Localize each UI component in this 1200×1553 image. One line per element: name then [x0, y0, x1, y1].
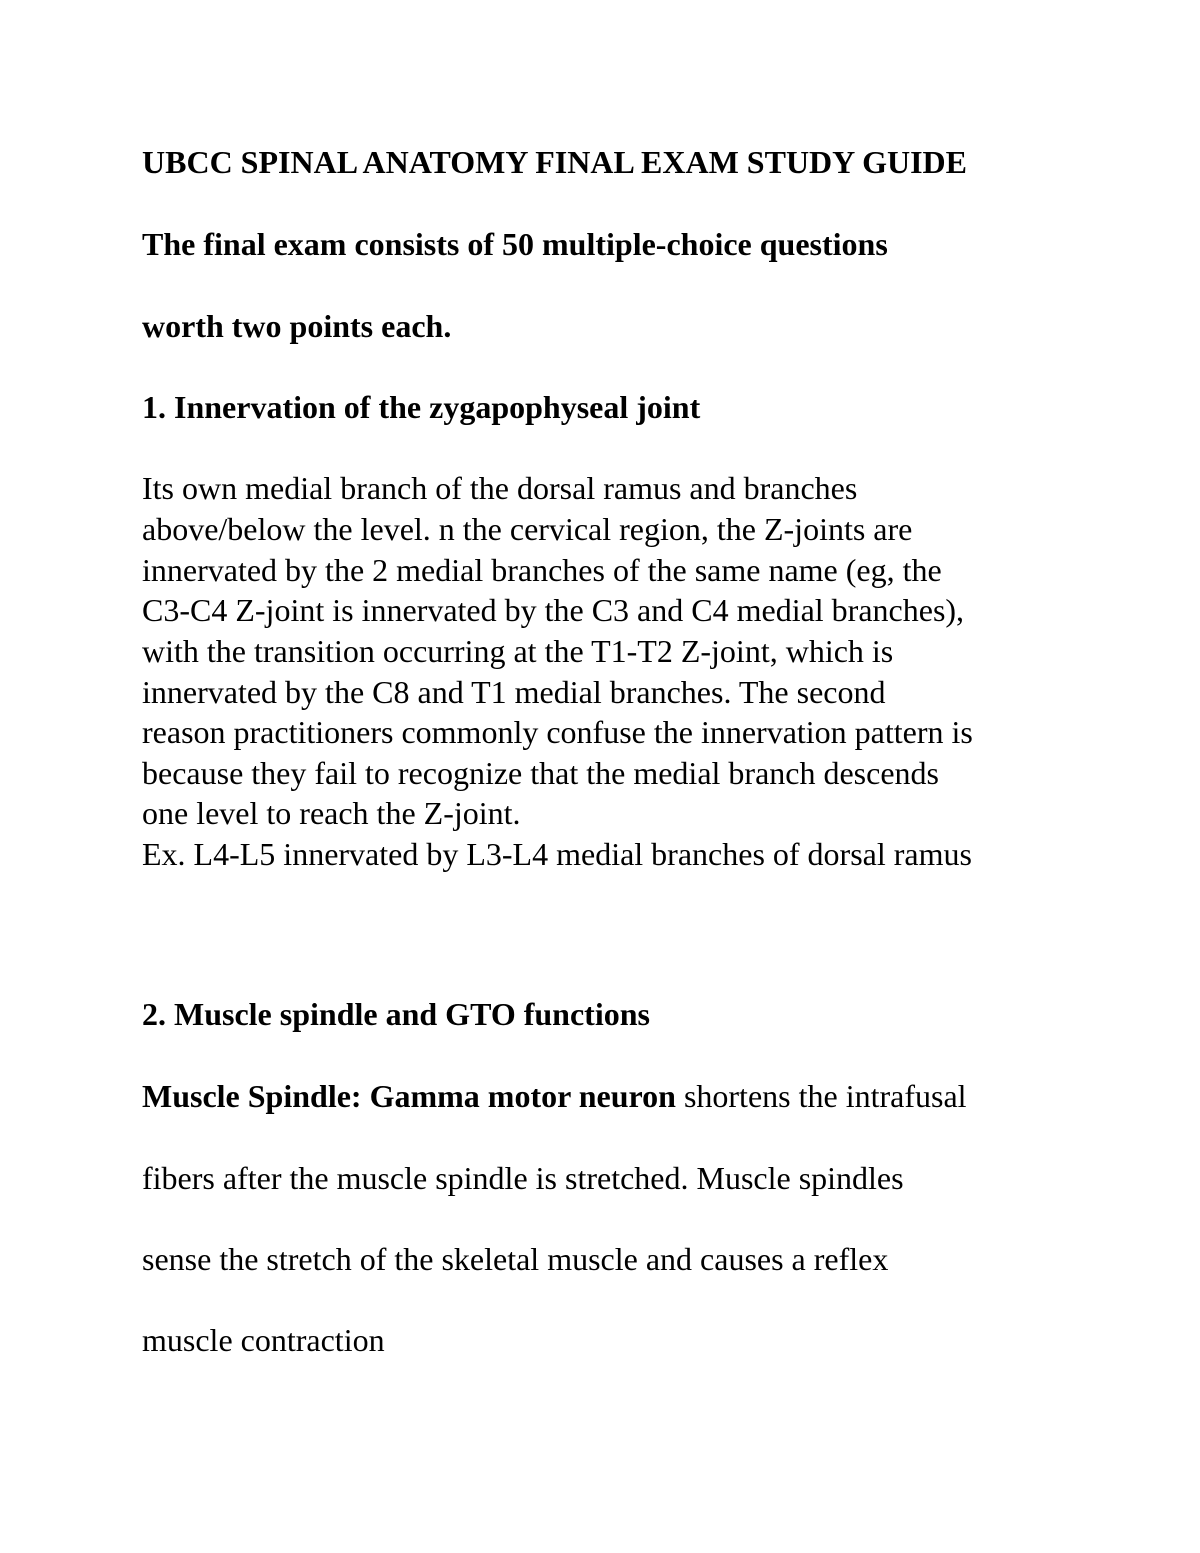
section-1-line: above/below the level. n the cervical region, the Z-joints are: [142, 511, 913, 547]
section-2-heading: 2. Muscle spindle and GTO functions: [142, 996, 650, 1032]
section-1-line: innervated by the C8 and T1 medial branches. The second: [142, 674, 886, 710]
section-2-line: fibers after the muscle spindle is stretched. Muscle spindles: [142, 1160, 904, 1196]
section-1-heading: 1. Innervation of the zygapophyseal joint: [142, 389, 701, 425]
section-1-line: C3-C4 Z-joint is innervated by the C3 and C4 medial branches),: [142, 592, 965, 628]
section-1-line: Its own medial branch of the dorsal ramus and branches: [142, 470, 858, 506]
section-2-line: sense the stretch of the skeletal muscle and causes a reflex: [142, 1241, 889, 1277]
intro-line-1: The final exam consists of 50 multiple-choice questions: [142, 226, 888, 262]
document-title: UBCC SPINAL ANATOMY FINAL EXAM STUDY GUIDE: [142, 144, 967, 180]
section-1-line: one level to reach the Z-joint.: [142, 795, 521, 831]
muscle-spindle-term: Muscle Spindle: Gamma motor neuron: [142, 1078, 676, 1114]
section-1-line: reason practitioners commonly confuse the innervation pattern is: [142, 714, 973, 750]
section-1-line: with the transition occurring at the T1-T2 Z-joint, which is: [142, 633, 894, 669]
section-1-line: innervated by the 2 medial branches of the same name (eg, the: [142, 552, 942, 588]
muscle-spindle-text: shortens the intrafusal: [675, 1078, 967, 1114]
section-1-line: because they fail to recognize that the medial branch descends: [142, 755, 939, 791]
section-2-line: muscle contraction: [142, 1322, 385, 1358]
section-1-example: Ex. L4-L5 innervated by L3-L4 medial branches of dorsal ramus: [142, 836, 972, 872]
section-2-line-1: [142, 1080, 967, 1112]
intro-line-2: worth two points each.: [142, 308, 452, 344]
